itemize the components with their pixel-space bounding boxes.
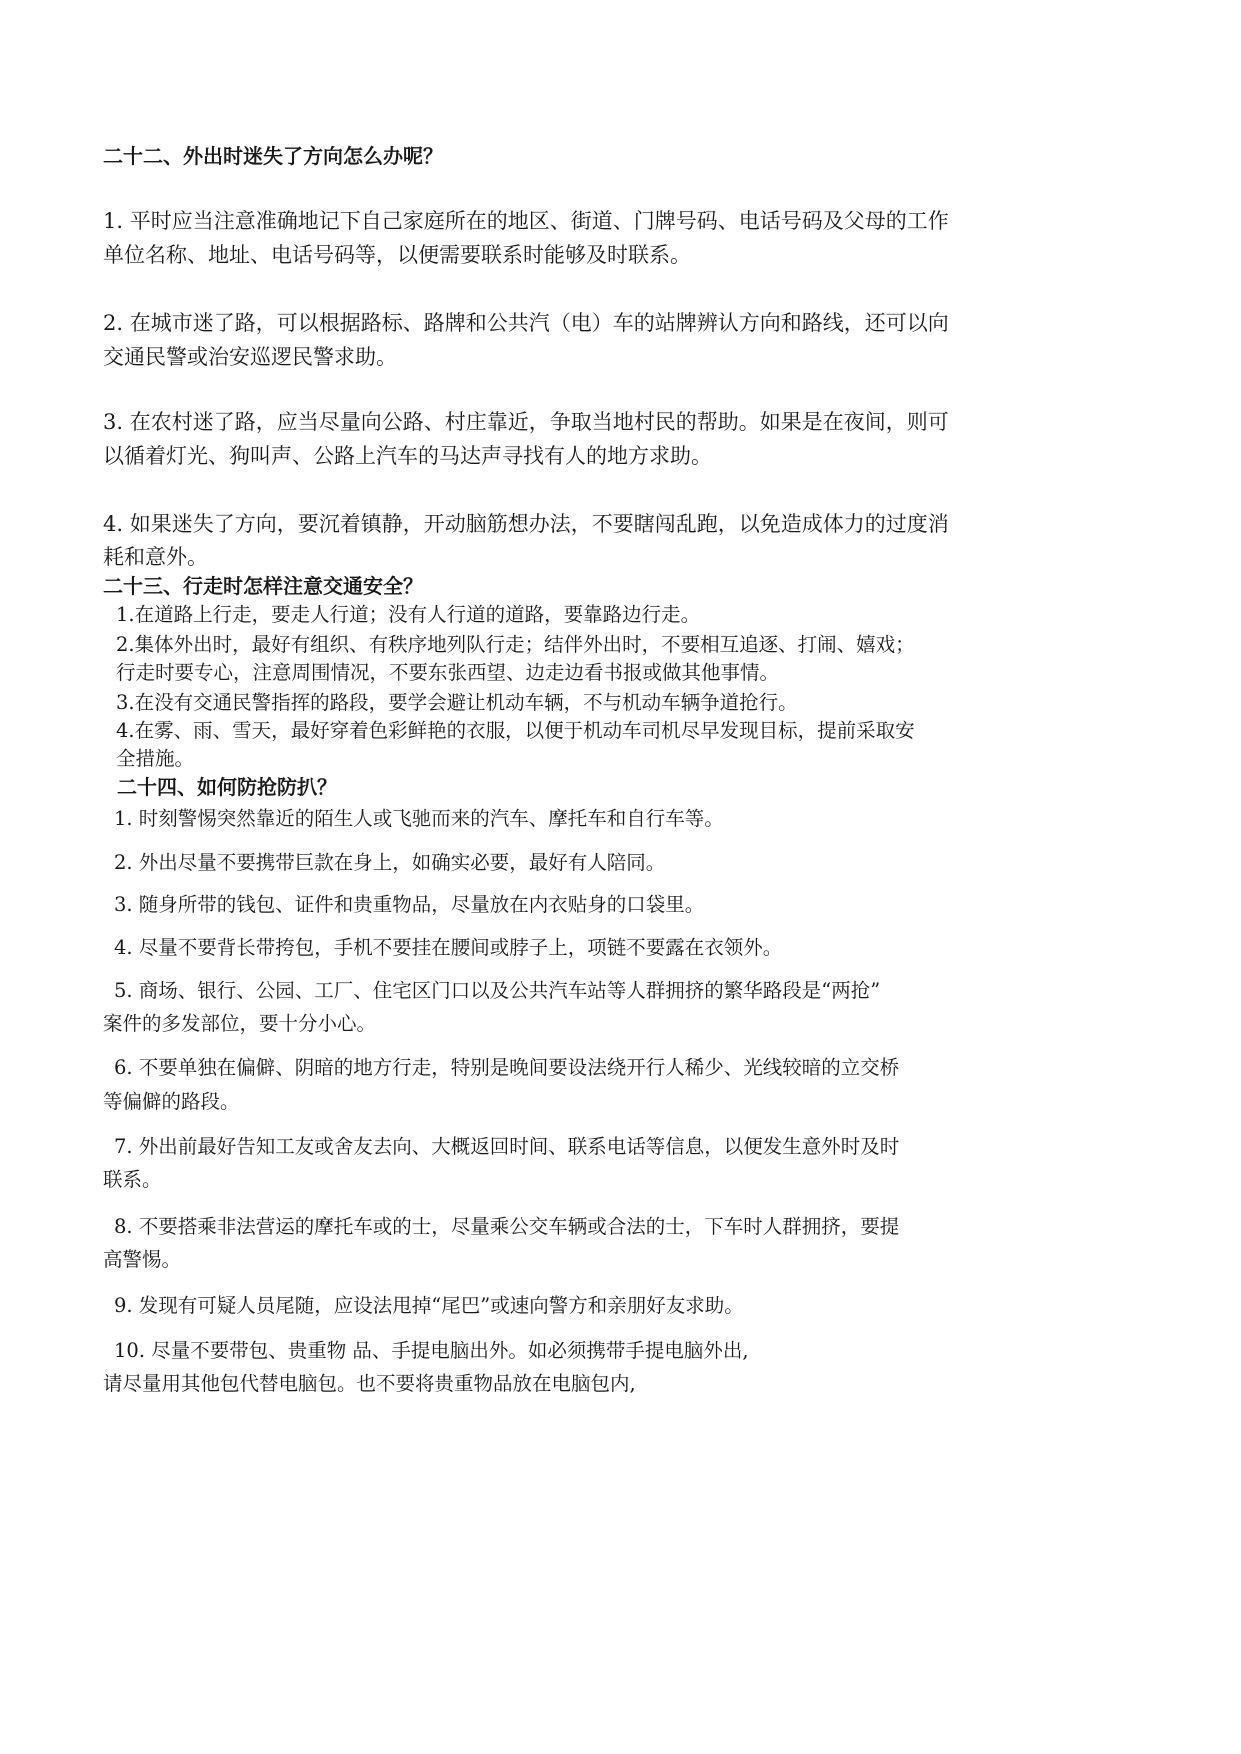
section-22-line: 3. 在农村迷了路，应当尽量向公路、村庄靠近，争取当地村民的帮助。如果是在夜间，则可 [103, 410, 949, 434]
section-23-line: 4.在雾、雨、雪天，最好穿着色彩鲜艳的衣服，以便于机动车司机尽早发现目标，提前采取安 [116, 719, 915, 742]
section-24-line: 9. 发现有可疑人员尾随，应设法甩掉“尾巴”或速向警方和亲朋好友求助。 [114, 1294, 744, 1317]
section-24-line: 7. 外出前最好告知工友或舍友去向、大概返回时间、联系电话等信息，以便发生意外时及时 [114, 1135, 900, 1158]
section-24-line: 高警惕。 [103, 1248, 182, 1271]
section-22-heading: 二十二、外出时迷失了方向怎么办呢？ [103, 144, 443, 168]
section-24-line: 等偏僻的路段。 [103, 1090, 240, 1113]
section-24-line: 案件的多发部位，要十分小心。 [103, 1012, 377, 1035]
section-24-line: 6. 不要单独在偏僻、阴暗的地方行走，特别是晚间要设法绕开行人稀少、光线较暗的立交桥 [114, 1056, 900, 1079]
section-22-line: 2. 在城市迷了路，可以根据路标、路牌和公共汽（电）车的站牌辨认方向和路线，还可以向 [103, 311, 949, 335]
section-23-line: 3.在没有交通民警指挥的路段，要学会避让机动车辆，不与机动车辆争道抢行。 [116, 691, 798, 714]
section-22-line: 以循着灯光、狗叫声、公路上汽车的马达声寻找有人的地方求助。 [103, 444, 712, 468]
section-22-line: 1. 平时应当注意准确地记下自己家庭所在的地区、街道、门牌号码、电话号码及父母的工作 [103, 209, 949, 233]
section-24-line: 3. 随身所带的钱包、证件和贵重物品，尽量放在内衣贴身的口袋里。 [114, 893, 705, 916]
section-24-line: 5. 商场、银行、公园、工厂、住宅区门口以及公共汽车站等人群拥挤的繁华路段是“两抢” [114, 979, 881, 1002]
section-24-line: 1. 时刻警惕突然靠近的陌生人或飞驰而来的汽车、摩托车和自行车等。 [114, 807, 724, 830]
section-24-line: 请尽量用其他包代替电脑包。也不要将贵重物品放在电脑包内, [103, 1372, 636, 1395]
section-24-line: 4. 尽量不要背长带挎包，手机不要挂在腰间或脖子上，项链不要露在衣领外。 [114, 936, 783, 959]
section-23-heading: 二十三、行走时怎样注意交通安全？ [103, 574, 423, 598]
section-22-line: 单位名称、地址、电话号码等，以便需要联系时能够及时联系。 [103, 243, 691, 267]
section-24-line: 2. 外出尽量不要携带巨款在身上，如确实必要，最好有人陪同。 [114, 851, 666, 874]
section-23-line: 全措施。 [116, 747, 195, 770]
section-22-line: 交通民警或治安巡逻民警求助。 [103, 345, 397, 369]
section-23-line: 1.在道路上行走，要走人行道；没有人行道的道路，要靠路边行走。 [116, 603, 701, 626]
section-24-line: 10. 尽量不要带包、贵重物 品、手提电脑出外。如必须携带手提电脑外出, [114, 1339, 749, 1362]
section-23-line: 2.集体外出时，最好有组织、有秩序地列队行走；结伴外出时，不要相互追逐、打闹、嬉戏； [116, 633, 915, 656]
section-24-line: 8. 不要搭乘非法营运的摩托车或的士，尽量乘公交车辆或合法的士，下车时人群拥挤，要提 [114, 1215, 900, 1238]
section-23-line: 行走时要专心，注意周围情况，不要东张西望、边走边看书报或做其他事情。 [116, 661, 780, 684]
section-24-line: 联系。 [103, 1168, 162, 1191]
section-24-heading: 二十四、如何防抢防扒？ [117, 775, 337, 799]
section-22-line: 耗和意外。 [103, 545, 208, 569]
section-22-line: 4. 如果迷失了方向，要沉着镇静，开动脑筋想办法，不要瞎闯乱跑，以免造成体力的过度消 [103, 512, 949, 536]
